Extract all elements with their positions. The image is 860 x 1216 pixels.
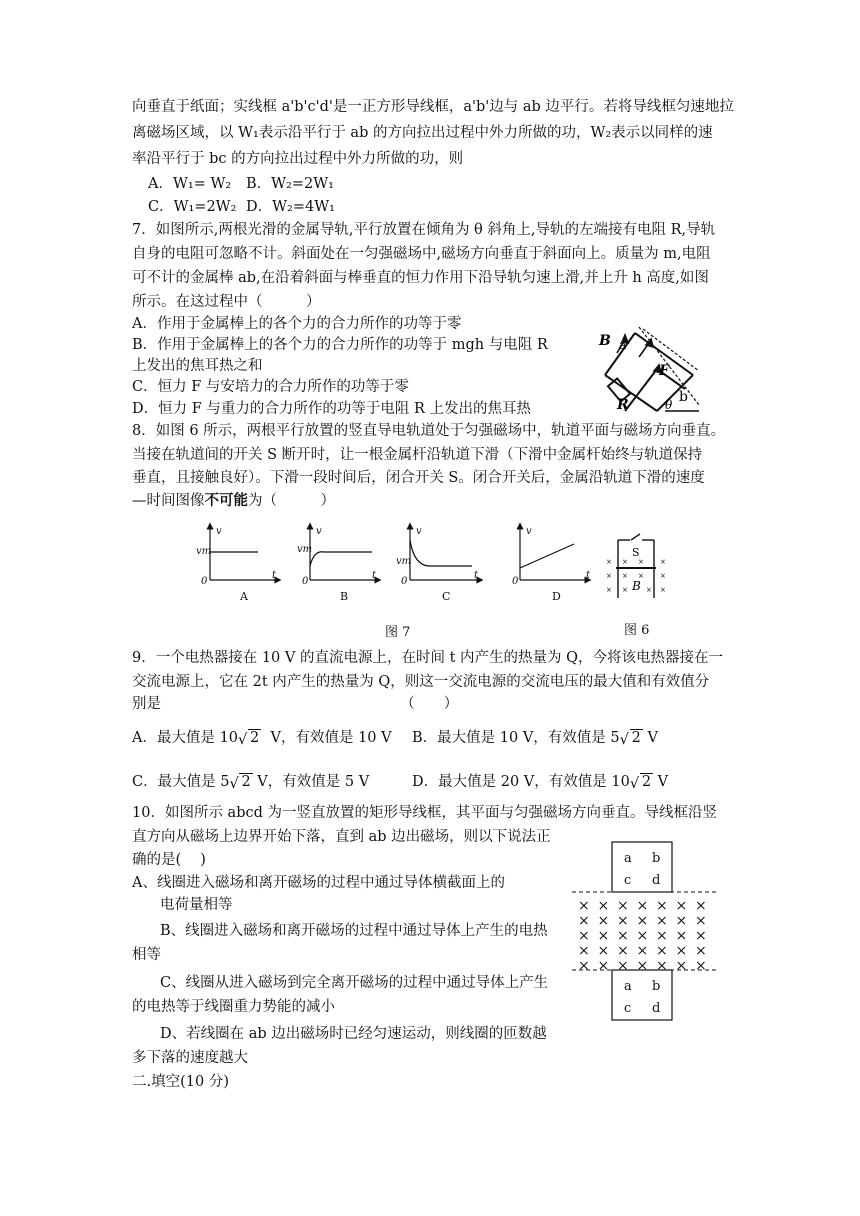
q10-line3: 确的是( ) [132,852,206,868]
q7-line1: 7．如图所示,两根光滑的金属导轨,平行放置在倾角为 θ 斜角上,导轨的左端接有电阻 R,导轨 [132,222,716,238]
field-cross: × [656,958,668,974]
field-cross: × [617,943,629,959]
field-cross: × [597,913,610,929]
q6-option-a: A．W₁= W₂ [148,176,232,192]
field-cross: × [675,928,688,944]
svg-text:0: 0 [401,576,408,587]
svg-text:×: × [660,572,666,580]
svg-text:v: v [526,526,532,537]
label-a: a [619,338,627,352]
svg-text:vm: vm [396,556,412,567]
svg-text:c: c [624,1001,632,1016]
field-cross: × [675,958,688,974]
field-cross: × [617,898,629,914]
q10-option-b-line2: 相等 [132,947,161,963]
graph-b-label: B [340,590,349,603]
label-R: R [617,397,629,413]
magnetic-field-crosses [578,898,707,974]
field-cross: × [578,913,590,929]
q9-line2: 交流电源上，它在 2t 内产生的热量为 Q，则这一交流电源的交流电压的最大值和有效值分 [132,674,710,690]
field-cross: × [695,928,707,944]
field-cross: × [675,943,688,959]
q8-line4-end: 为（ ） [248,493,335,509]
svg-text:×: × [638,558,644,566]
q9-line1: 9．一个电热器接在 10 V 的直流电源上，在时间 t 内产生的热量为 Q，今将该电热器接在一 [132,650,724,666]
field-cross: × [695,958,707,974]
sqrt-two: √ 2 [238,730,260,748]
q7-line3: 可不计的金属棒 ab,在沿着斜面与棒垂直的恒力作用下沿导轨匀速上滑,并上升 h 高度,如图 [132,270,709,286]
field-cross: × [597,943,610,959]
q6-line3: 率沿平行于 bc 的方向拉出过程中外力所做的功，则 [132,151,464,167]
svg-text:v: v [216,526,222,537]
q10-option-d-line2: 多下落的速度越大 [132,1050,248,1066]
svg-text:×: × [606,572,612,580]
svg-text:0: 0 [201,576,208,587]
q6-line2: 离磁场区域，以 W₁表示沿平行于 ab 的方向拉出过程中外力所做的功，W₂表示以同样的速 [132,125,713,141]
svg-text:a: a [624,979,632,994]
field-cross: × [617,958,629,974]
field-cross: × [597,898,610,914]
q7-line2: 自身的电阻可忽略不计。斜面处在一匀强磁场中,磁场方向垂直于斜面向上。质量为 m,电阻 [132,246,711,262]
q6-option-c: C．W₁=2W₂ [148,199,237,215]
graph-d-label: D [552,590,561,603]
svg-text:×: × [622,586,628,594]
svg-text:vm: vm [297,544,313,555]
figure-6-caption: 图 6 [624,623,650,638]
q7-option-c: C．恒力 F 与安培力的合力所作的功等于零 [132,379,409,395]
figure-7-caption: 图 7 [385,625,411,640]
label-theta: θ [665,398,673,412]
label-B: B [599,333,611,349]
svg-text:×: × [638,572,644,580]
label-F: F [659,363,669,379]
q6-line1: 向垂直于纸面；实线框 a'b'c'd'是一正方形导线框，a'b'边与 ab 边平行。若将导线框匀速地拉 [132,99,734,115]
field-cross: × [636,943,649,959]
sqrt-two: √ 2 [229,774,251,792]
q7-option-d: D．恒力 F 与重力的合力所作的功等于电阻 R 上发出的焦耳热 [132,401,532,417]
q8-line2: 当接在轨道间的开关 S 断开时，让一根金属杆沿轨道下滑（下滑中金属杆始终与轨道保持 [132,447,703,463]
graph-c-label: C [442,590,451,603]
svg-text:v: v [316,526,322,537]
q8-line4-start: —时间图像 [132,493,205,509]
switch-label: S [632,546,640,559]
field-cross: × [597,928,610,944]
q7-option-b-line2: 上发出的焦耳热之和 [132,358,263,374]
field-cross: × [636,898,649,914]
svg-text:×: × [622,572,628,580]
field-cross: × [656,928,668,944]
sqrt-two: √ 2 [619,730,641,748]
q10-option-b-line1: B、线圈进入磁场和离开磁场的过程中通过导体上产生的电热 [160,923,548,939]
svg-text:t: t [586,570,591,581]
q10-option-d-line1: D、若线圈在 ab 边出磁场时已经匀速运动，则线圈的匝数越 [160,1026,547,1042]
svg-text:t: t [272,570,277,581]
svg-text:b: b [652,851,661,866]
svg-text:0: 0 [512,576,519,587]
svg-text:×: × [606,586,612,594]
q10-line2: 直方向从磁场上边界开始下落，直到 ab 边出磁场，则以下说法正 [132,829,551,845]
q7-option-a: A．作用于金属棒上的各个力的合力所作的功等于零 [132,316,462,332]
field-cross: × [636,928,649,944]
q8-line3: 垂直，且接触良好）。下滑一段时间后，闭合开关 S。闭合开关后，金属沿轨道下滑的速度 [132,470,705,486]
q9-option-b: B．最大值是 10 V，有效值是 5 √ 2 V [412,727,658,749]
q6-option-d: D．W₂=4W₁ [246,199,335,215]
q10-option-c-line1: C、线圈从进入磁场到完全离开磁场的过程中通过导体上产生 [160,975,549,991]
svg-text:v: v [416,526,422,537]
svg-text:d: d [652,873,661,888]
field-cross: × [578,898,590,914]
q7-line4: 所示。在这过程中（ ） [132,294,321,310]
svg-text:×: × [646,586,652,594]
q7-option-b-line1: B．作用于金属棒上的各个力的合力所作的功等于 mgh 与电阻 R [132,337,548,353]
svg-text:t: t [372,570,377,581]
field-cross: × [617,913,629,929]
falling-frame-diagram [570,838,720,1028]
sqrt-two: √ 2 [629,774,652,792]
velocity-time-graphs [196,522,596,604]
svg-text:b: b [652,979,661,994]
q9-option-d: D．最大值是 20 V，有效值是 10 √ 2 V [412,771,668,793]
label-b: b [679,389,688,405]
field-cross: × [597,958,610,974]
svg-text:0: 0 [302,576,309,587]
field-cross: × [695,943,707,959]
q6-option-b: B．W₂=2W₁ [246,176,334,192]
svg-text:d: d [652,1001,661,1016]
field-cross: × [656,913,668,929]
svg-text:a: a [624,851,632,866]
q8-line4 [132,490,744,513]
field-cross: × [578,943,590,959]
field-cross: × [695,913,707,929]
field-cross: × [675,913,688,929]
svg-text:vm: vm [196,546,212,557]
q10-line1: 10．如图所示 abcd 为一竖直放置的矩形导线框，其平面与匀强磁场方向垂直。导线框沿竖 [132,805,717,821]
svg-text:×: × [606,558,612,566]
graph-a-label: A [240,590,248,603]
rails-switch-diagram [600,530,670,600]
q9-option-c: C．最大值是 5 √ 2 V，有效值是 5 V [132,771,369,793]
svg-text:×: × [660,586,666,594]
q10-option-c-line2: 的电热等于线圈重力势能的减小 [132,999,335,1015]
svg-text:c: c [624,873,632,888]
field-cross: × [578,928,590,944]
svg-text:×: × [622,558,628,566]
field-cross: × [636,913,649,929]
q8-line1: 8．如图 6 所示，两根平行放置的竖直导电轨道处于匀强磁场中，轨道平面与磁场方向垂直。 [132,423,726,439]
field-cross: × [617,928,629,944]
q8-emphasis: 不可能 [204,492,248,509]
field-cross: × [695,898,707,914]
svg-text:×: × [660,558,666,566]
incline-rails-diagram [595,325,705,415]
field-cross: × [656,943,668,959]
q10-option-a-line1: A、线圈进入磁场和离开磁场的过程中通过导体横截面上的 [132,875,505,891]
q9-option-a: A．最大值是 10 √ 2 V，有效值是 10 V [132,727,392,749]
q9-line3: 别是 （ ） [132,696,459,712]
section-2-title: 二.填空(10 分) [132,1074,229,1090]
q10-option-a-line2: 电荷量相等 [160,897,233,913]
field-cross: × [656,898,668,914]
field-cross: × [636,958,649,974]
svg-text:t: t [474,570,479,581]
field-cross: × [578,958,590,974]
field-label: B [632,579,641,593]
field-cross: × [675,898,688,914]
